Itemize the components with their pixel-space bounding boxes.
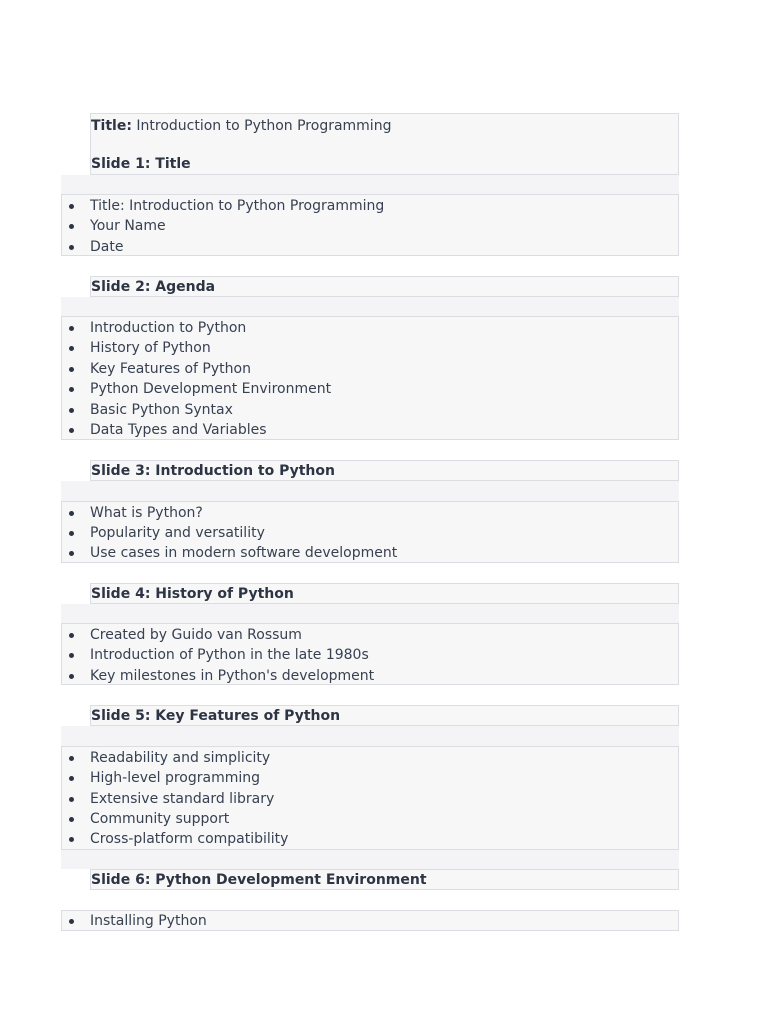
spacer bbox=[61, 481, 679, 501]
list-item: Introduction of Python in the late 1980s bbox=[62, 645, 678, 665]
bullet-icon bbox=[69, 776, 74, 781]
list-item: Installing Python bbox=[62, 911, 678, 931]
bullet-icon bbox=[69, 919, 74, 924]
bullet-icon bbox=[69, 797, 74, 802]
list-item: Title: Introduction to Python Programming bbox=[62, 196, 678, 216]
title-value: Introduction to Python Programming bbox=[136, 118, 392, 134]
list-item: Python Development Environment bbox=[62, 379, 678, 399]
bullet-icon bbox=[69, 245, 74, 250]
list-item: Date bbox=[62, 237, 678, 257]
list-item: History of Python bbox=[62, 338, 678, 358]
bullet-icon bbox=[69, 817, 74, 822]
list-item: High-level programming bbox=[62, 768, 678, 788]
spacer bbox=[61, 850, 679, 869]
list-item: Cross-platform compatibility bbox=[62, 829, 678, 849]
slide-list bbox=[61, 501, 679, 563]
list-item: Basic Python Syntax bbox=[62, 400, 678, 420]
spacer bbox=[61, 604, 679, 623]
bullet-icon bbox=[69, 346, 74, 351]
list-item: Popularity and versatility bbox=[62, 523, 678, 543]
slide-list bbox=[61, 910, 679, 931]
slide-heading: Slide 6: Python Development Environment bbox=[91, 872, 427, 888]
slide-heading: Slide 4: History of Python bbox=[91, 586, 294, 602]
slide-list bbox=[61, 316, 679, 440]
list-item: Data Types and Variables bbox=[62, 420, 678, 440]
bullet-icon bbox=[69, 511, 74, 516]
list-item: Use cases in modern software development bbox=[62, 543, 678, 563]
list-item: Key milestones in Python's development bbox=[62, 666, 678, 686]
bullet-icon bbox=[69, 756, 74, 761]
slide-heading-box bbox=[90, 460, 679, 481]
slide-heading-box bbox=[90, 869, 679, 890]
document-header bbox=[90, 113, 679, 175]
list-item: Introduction to Python bbox=[62, 318, 678, 338]
slide-heading: Slide 1: Title bbox=[91, 156, 191, 172]
spacer bbox=[61, 297, 679, 316]
slide-heading: Slide 2: Agenda bbox=[91, 279, 216, 295]
bullet-icon bbox=[69, 551, 74, 556]
list-item: Extensive standard library bbox=[62, 789, 678, 809]
spacer bbox=[61, 175, 679, 194]
bullet-icon bbox=[69, 633, 74, 638]
list-item: Created by Guido van Rossum bbox=[62, 625, 678, 645]
bullet-icon bbox=[69, 674, 74, 679]
slide-heading-box bbox=[90, 276, 679, 297]
bullet-icon bbox=[69, 531, 74, 536]
bullet-icon bbox=[69, 408, 74, 413]
bullet-icon bbox=[69, 837, 74, 842]
list-item: Readability and simplicity bbox=[62, 748, 678, 768]
slide-heading: Slide 5: Key Features of Python bbox=[91, 708, 341, 724]
slide-list bbox=[61, 746, 679, 850]
slide-heading-box bbox=[90, 705, 679, 726]
list-item: Community support bbox=[62, 809, 678, 829]
list-item: What is Python? bbox=[62, 503, 678, 523]
slide-heading: Slide 3: Introduction to Python bbox=[91, 463, 335, 479]
bullet-icon bbox=[69, 204, 74, 209]
slide-list bbox=[61, 623, 679, 685]
slide-heading-box bbox=[90, 583, 679, 604]
bullet-icon bbox=[69, 326, 74, 331]
document-title-line bbox=[91, 116, 391, 136]
title-label: Title: bbox=[91, 118, 132, 134]
bullet-icon bbox=[69, 387, 74, 392]
bullet-icon bbox=[69, 367, 74, 372]
bullet-icon bbox=[69, 653, 74, 658]
bullet-icon bbox=[69, 224, 74, 229]
bullet-icon bbox=[69, 428, 74, 433]
list-item: Your Name bbox=[62, 216, 678, 236]
slide-list bbox=[61, 194, 679, 256]
spacer bbox=[61, 726, 679, 746]
list-item: Key Features of Python bbox=[62, 359, 678, 379]
